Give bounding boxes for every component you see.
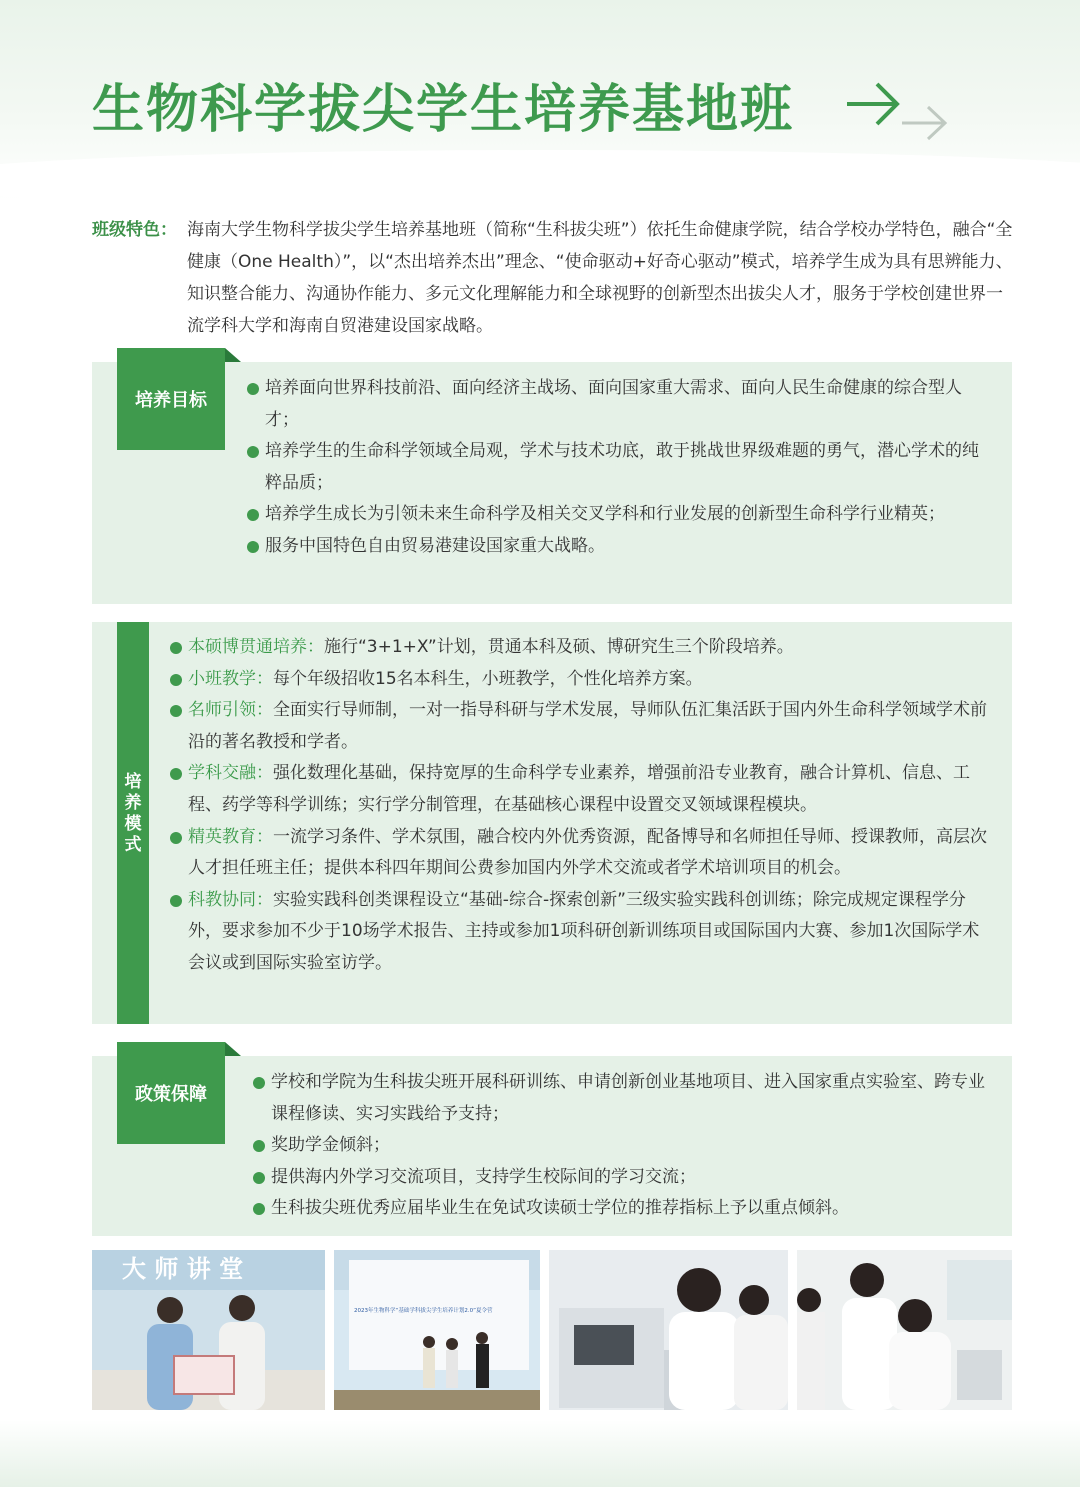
- bullet-icon: [170, 705, 182, 717]
- lecture-banner-text: 大 师 讲 堂: [122, 1255, 244, 1283]
- list-item: 学科交融：强化数理化基础，保持宽厚的生命科学专业素养，增强前沿专业教育，融合计算机、信息、工程、药学等科学训练；实行学分制管理，在基础核心课程中设置交叉领域课程模块。: [170, 758, 995, 821]
- photo-summer-camp: [334, 1250, 540, 1410]
- training-mode-section: [92, 622, 1012, 1024]
- list-item: 服务中国特色自由贸易港建设国家重大战略。: [247, 531, 995, 563]
- training-goals-tag-label: 培养目标: [135, 390, 207, 411]
- photo-lecture-award: [92, 1250, 325, 1410]
- list-item: 培养学生成长为引领未来生命科学及相关交叉学科和行业发展的创新型生命科学行业精英；: [247, 499, 995, 531]
- list-item: 本硕博贯通培养：施行“3+1+X”计划，贯通本科及硕、博研究生三个阶段培养。: [170, 632, 995, 664]
- bullet-icon: [170, 832, 182, 844]
- photo-students-lab: [797, 1250, 1012, 1410]
- camp-banner-text: 2023年生物科学“基础学科拔尖学生培养计划2.0”夏令营: [354, 1308, 493, 1314]
- list-item: 提供海内外学习交流项目，支持学生校际间的学习交流；: [253, 1162, 995, 1194]
- class-features-text: 海南大学生物科学拔尖学生培养基地班（简称“生科拔尖班”）依托生命健康学院，结合学校办学特色，融合“全健康（One Health）”，以“杰出培养杰出”理念、“使命驱动+好奇心驱动”模式，培养学生成为具有思辨能力、知识整合能力、沟通协作能力、多元文化理解能力和全球视野的创新型杰出拔尖人才，服务于学校创建世界一流学科大学和海南自贸港建设国家战略。: [187, 220, 1013, 336]
- bullet-icon: [253, 1203, 265, 1215]
- bullet-icon: [170, 895, 182, 907]
- photo-strip: [92, 1250, 1012, 1410]
- page-title: 生物科学拔尖学生培养基地班: [92, 79, 795, 140]
- bullet-icon: [247, 541, 259, 553]
- list-item: 科教协同：实验实践科创类课程设立“基础-综合-探索创新”三级实验实践科创训练；除完成规定课程学分外，要求参加不少于10场学术报告、主持或参加1项科研创新训练项目或国际国内大赛、参加1次国际学术会议或到国际实验室访学。: [170, 885, 995, 980]
- bullet-icon: [247, 509, 259, 521]
- training-goals-section: [92, 362, 1012, 604]
- arrow-right-light-icon: [900, 98, 952, 148]
- bullet-icon: [253, 1140, 265, 1152]
- bullet-icon: [170, 642, 182, 654]
- policy-support-list: [253, 1067, 995, 1225]
- training-mode-list: [170, 632, 995, 980]
- policy-support-tag-label: 政策保障: [135, 1084, 207, 1105]
- list-item: 小班教学：每个年级招收15名本科生，小班教学，个性化培养方案。: [170, 664, 995, 696]
- list-item: 奖助学金倾斜；: [253, 1130, 995, 1162]
- policy-support-tag: [117, 1042, 225, 1144]
- bullet-icon: [247, 383, 259, 395]
- bullet-icon: [247, 446, 259, 458]
- list-item: 学校和学院为生科拔尖班开展科研训练、申请创新创业基地项目、进入国家重点实验室、跨专业课程修读、实习实践给予支持；: [253, 1067, 995, 1130]
- arrow-right-icon: [845, 72, 905, 132]
- policy-support-section: [92, 1056, 1012, 1236]
- photo-lab-instrument: [549, 1250, 788, 1410]
- training-mode-tag-label: 培 养 模 式: [124, 772, 142, 855]
- training-goals-list: [247, 373, 995, 563]
- training-goals-tag: [117, 348, 225, 450]
- list-item: 精英教育：一流学习条件、学术氛围，融合校内外优秀资源，配备博导和名师担任导师、授课教师，高层次人才担任班主任；提供本科四年期间公费参加国内外学术交流或者学术培训项目的机会。: [170, 822, 995, 885]
- header-swoosh: [0, 150, 1080, 210]
- list-item: 培养学生的生命科学领域全局观，学术与技术功底，敢于挑战世界级难题的勇气，潜心学术的纯粹品质；: [247, 436, 995, 499]
- tag-fold: [225, 1042, 241, 1056]
- class-features-label: 班级特色：: [92, 220, 177, 240]
- list-item: 名师引领：全面实行导师制，一对一指导科研与学术发展，导师队伍汇集活跃于国内外生命科学领域学术前沿的著名教授和学者。: [170, 695, 995, 758]
- list-item: 培养面向世界科技前沿、面向经济主战场、面向国家重大需求、面向人民生命健康的综合型人才；: [247, 373, 995, 436]
- bullet-icon: [170, 768, 182, 780]
- tag-fold: [225, 348, 241, 362]
- list-item: 生科拔尖班优秀应届毕业生在免试攻读硕士学位的推荐指标上予以重点倾斜。: [253, 1193, 995, 1225]
- footer-background: [0, 1420, 1080, 1487]
- bullet-icon: [253, 1077, 265, 1089]
- bullet-icon: [170, 674, 182, 686]
- bullet-icon: [253, 1172, 265, 1184]
